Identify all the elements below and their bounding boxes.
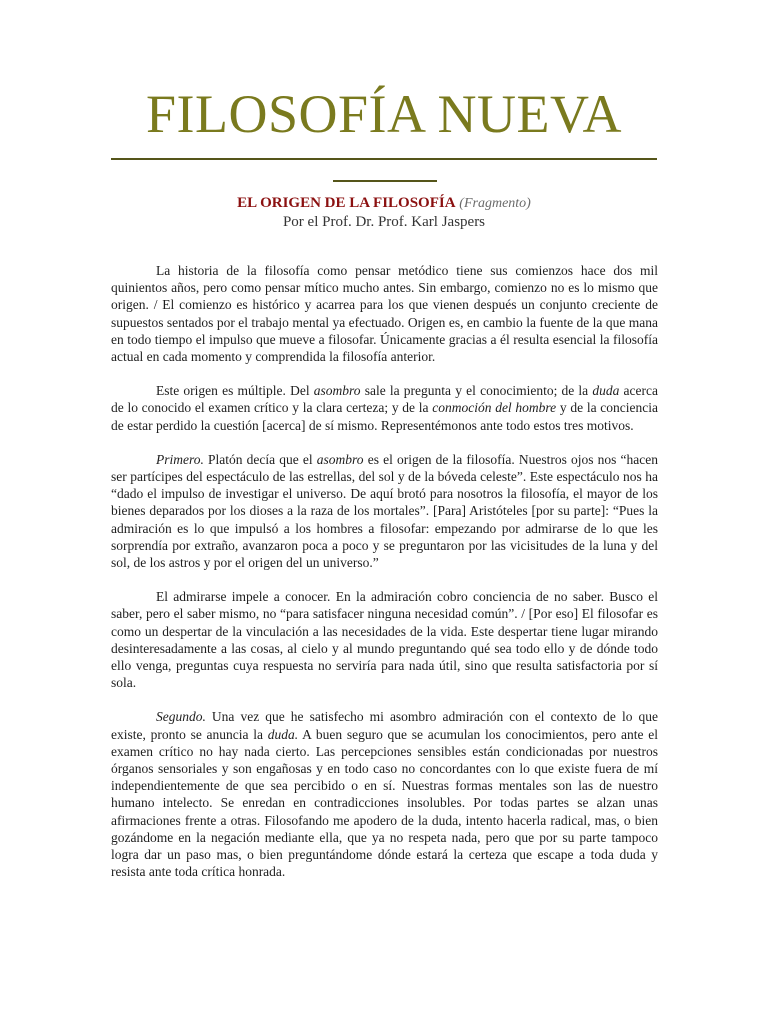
section-heading-fragment: (Fragmento) — [459, 196, 531, 211]
paragraph-4: El admirarse impele a conocer. En la admiración cobro conciencia de no saber. Busco el saber, pero el saber mismo, no “para satisfacer ninguna necesidad común”. / [Por eso] El filosofar es como un despertar de la vinculación a las necesidades de la vida. Este despertar tiene lugar mirando desinteresadamente a las cosas, al cielo y al mundo preguntando qué sea todo ello y de dónde todo ello venga, preguntas cuya respuesta no serviría para nada útil, sino que resulta satisfactoria por sí sola. — [111, 589, 658, 691]
paragraph-5 — [111, 708, 658, 880]
text-run: acerca de lo conocido el examen crítico y la clara certeza; y de la — [111, 383, 658, 416]
text-run: Platón decía que el — [203, 451, 317, 467]
text-run: y de la conciencia de estar perdido la cuestión [acerca] de sí mismo. Representémonos ante todo estos tres motivos. — [111, 400, 658, 433]
emphasis-segundo: Segundo. — [156, 709, 206, 725]
paragraph-3 — [111, 451, 658, 571]
author-byline: Por el Prof. Dr. Prof. Karl Jaspers — [282, 214, 486, 230]
text-run: Este origen es múltiple. Del — [156, 383, 314, 399]
text-run: Una vez que he satisfecho mi asombro admiración con el contexto de lo que existe, pronto se anuncia la — [111, 709, 658, 742]
emphasis-duda: duda. — [267, 726, 299, 742]
emphasis-asombro: asombro — [313, 383, 361, 399]
title-underline-short — [333, 180, 437, 182]
emphasis-primero: Primero. — [156, 451, 204, 467]
emphasis-asombro: asombro — [316, 451, 364, 467]
emphasis-duda: duda — [592, 383, 620, 399]
article-body — [111, 262, 658, 898]
text-run: es el origen de la filosofía. Nuestros ojos nos “hacen ser partícipes del espectáculo de las estrellas, del sol y de la bóveda celeste”. Este espectáculo nos ha “dado el impulso de investigar el universo. De aquí brotó para nosotros la filosofía, el mayor de los bienes deparados por los dioses a la raza de los mortales”. [Para] Aristóteles [por su parte]: “Pues la admiración es lo que impulsó a los hombres a filosofar: empezando por admirarse de lo que les sorprendía por extraño, avanzaron poca a poco y se preguntaron por las vicisitudes de la luna y del sol, de los astros y por el origen del un universo.” — [111, 451, 659, 571]
text-run: sale la pregunta y el conocimiento; de la — [360, 383, 593, 399]
title-underline-long — [111, 158, 657, 160]
page-title: FILOSOFÍA NUEVA — [145, 84, 623, 144]
text-run: A buen seguro que se acumulan los conocimientos, pero ante el examen crítico no hay nada cierto. Las percepciones sensibles están condicionadas por nuestros órganos sensoriales y son engañosas y en todo caso no concordantes con lo que existe fuera de mí independientemente de que sea percibido o en sí. Nuestras formas mentales son las de nuestro humano intelecto. Se enredan en contradicciones insolubles. Por todas partes se alzan unas afirmaciones frente a otras. Filosofando me apodero de la duda, intento hacerla radical, mas, o bien gozándome en la negación mediante ella, que ya no respeta nada, pero que por su parte tampoco logra dar un paso mas, o bien preguntándome dónde estará la certeza que escape a toda duda y resista ante toda crítica honrada. — [111, 726, 658, 880]
emphasis-conmocion: conmoción del hombre — [432, 400, 557, 416]
section-heading-title: EL ORIGEN DE LA FILOSOFÍA — [237, 195, 456, 211]
paragraph-1: La historia de la filosofía como pensar metódico tiene sus comienzos hace dos mil quinientos años, pero como pensar mítico mucho antes. Sin embargo, comienzo no es lo mismo que origen. / El comienzo es histórico y acarrea para los que vienen después un conjunto creciente de supuestos sentados por el trabajo mental ya efectuado. Origen es, en cambio la fuente de la que mana en todo tiempo el impulso que mueve a filosofar. Únicamente gracias a él resulta esencial la filosofía actual en cada momento y comprendida la filosofía anterior. — [111, 263, 658, 365]
section-heading — [0, 193, 768, 214]
paragraph-2 — [111, 382, 658, 434]
